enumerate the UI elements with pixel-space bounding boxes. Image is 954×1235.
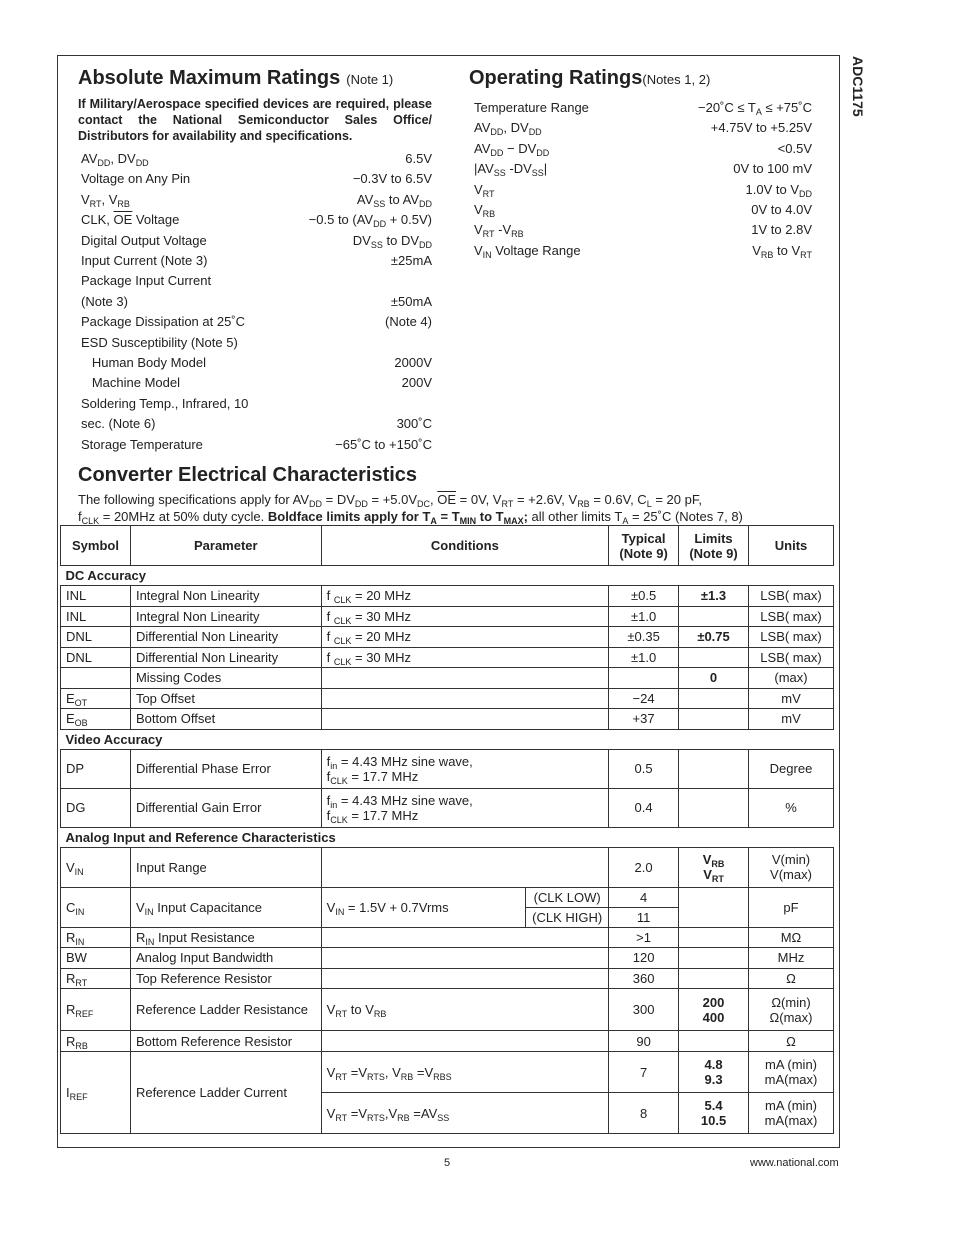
table-cell [321, 1031, 608, 1052]
table-cell: mA (min) mA(max) [749, 1093, 834, 1134]
table-row [61, 927, 834, 948]
table-row [61, 827, 834, 847]
table-row [61, 887, 834, 907]
table-cell [679, 647, 749, 668]
table-cell: −24 [609, 688, 679, 709]
table-cell: >1 [609, 927, 679, 948]
table-cell [321, 688, 608, 709]
table-cell: 8 [609, 1093, 679, 1134]
table-cell: LSB( max) [749, 606, 834, 627]
amr-row [81, 355, 432, 370]
opr-row [474, 182, 812, 197]
table-cell: DC Accuracy [61, 566, 834, 586]
table-cell: ±0.35 [609, 627, 679, 648]
table-cell: INL [61, 606, 131, 627]
table-row [61, 749, 834, 788]
table-cell: Input Range [130, 847, 321, 887]
side-part-number: ADC1175 [850, 56, 866, 117]
table-cell: 0.5 [609, 749, 679, 788]
opr-row [474, 161, 812, 179]
table-cell: ±0.5 [609, 586, 679, 607]
table-cell: 300 [609, 989, 679, 1031]
amr-value: ±25mA [390, 253, 432, 268]
table-cell: mV [749, 688, 834, 709]
amr-value: −0.3V to 6.5V [352, 171, 432, 187]
table-cell: f $_{CLK}$ = 30 MHz [321, 647, 608, 668]
table-cell [321, 709, 608, 730]
opr-row [474, 120, 812, 138]
table-cell: Degree [749, 749, 834, 788]
table-cell: 90 [609, 1031, 679, 1052]
amr-row [81, 233, 432, 248]
table-cell: Differential Non Linearity [130, 647, 321, 668]
table-cell: Analog Input Bandwidth [130, 948, 321, 969]
table-cell [321, 668, 608, 689]
table-cell: (max) [749, 668, 834, 689]
table-cell [679, 688, 749, 709]
opr-label: $V_{RT}$ [474, 181, 495, 199]
cec-intro: The following specifications apply for $AV_{DD} = DV_{DD} = +5.0V_{DC}$, $\overline{OE} = 0V$, $V_{RT} = +2.6V$, $V_{RB} = 0.6V$, $C_L = 20$ pF, $f_{CLK} = 20MHz$ at 50% duty cycle. Boldface limits apply for $T_A = T_{MIN}$ to $T_{MAX}$; all other limits $T_A$ = 25˚C (Notes 7, 8) [78, 492, 743, 526]
header-typical: Typical (Note 9) [609, 526, 679, 566]
table-cell: Differential Non Linearity [130, 627, 321, 648]
table-cell: 360 [609, 968, 679, 989]
opr-row [474, 202, 812, 217]
table-cell: Top Offset [130, 688, 321, 709]
table-cell: $V_{RB}$ $V_{RT}$ [679, 847, 749, 887]
amr-label: sec. (Note 6) [81, 416, 156, 432]
table-cell: $V_{RT} =V_{RTS},V_{RB} =AV_{SS}$ [321, 1093, 608, 1134]
table-cell: 11 [609, 907, 679, 927]
table-cell: Bottom Reference Resistor [130, 1031, 321, 1052]
opr-value: $V_{RB}$ to $V_{RT}$ [752, 242, 812, 260]
table-cell: (CLK HIGH) [526, 907, 609, 927]
table-cell: DG [61, 788, 131, 827]
header-limits: Limits (Note 9) [679, 526, 749, 566]
table-cell: MHz [749, 948, 834, 969]
amr-value: 200V [401, 375, 432, 391]
table-cell [321, 968, 608, 989]
header-conditions: Conditions [321, 526, 608, 566]
table-cell: $I_{REF}$ [61, 1052, 131, 1134]
table-cell [679, 948, 749, 969]
opr-label: $|AV_{SS}$ $-DV_{SS}|$ [474, 161, 548, 179]
amr-value: $DV_{SS}$ to $DV_{DD}$ [352, 232, 432, 250]
table-cell: Ω(min) Ω(max) [749, 989, 834, 1031]
opr-label: $V_{RT}$ $-V_{RB}$ [474, 222, 524, 240]
table-cell: 7 [609, 1052, 679, 1093]
header-symbol: Symbol [61, 526, 131, 566]
absolute-maximum-ratings [78, 67, 432, 452]
amr-value: (Note 4) [385, 314, 432, 330]
table-row [61, 668, 834, 689]
opr-value: −20˚C ≤ $T_A$ ≤ +75˚C [698, 100, 812, 117]
opr-value: 0V to 4.0V [751, 202, 812, 217]
amr-label: CLK, $\overline{OE}$ Voltage [81, 212, 180, 228]
table-cell: $R_{RT}$ [61, 968, 131, 989]
amr-title: Absolute Maximum Ratings (Note 1) [78, 67, 394, 89]
opr-row [474, 222, 812, 240]
table-row [61, 688, 834, 709]
table-cell [321, 927, 608, 948]
table-cell: pF [749, 887, 834, 927]
table-cell: f $_{CLK}$ = 20 MHz [321, 586, 608, 607]
table-cell: $C_{IN}$ [61, 887, 131, 927]
table-cell: ±1.0 [609, 606, 679, 627]
page-number: 5 [444, 1157, 451, 1169]
table-cell: 5.4 10.5 [679, 1093, 749, 1134]
opr-row [474, 243, 812, 258]
amr-value: 300˚C [396, 416, 432, 432]
opr-value: +4.75V to +5.25V [710, 120, 812, 136]
table-cell: ±0.75 [679, 627, 749, 648]
table-cell [321, 948, 608, 969]
amr-label: $V_{RT}$, $V_{RB}$ [81, 191, 130, 209]
table-cell: $R_{IN}$ Input Resistance [130, 927, 321, 948]
opr-row [474, 100, 812, 115]
table-cell: DP [61, 749, 131, 788]
table-cell [609, 668, 679, 689]
table-cell: ±1.0 [609, 647, 679, 668]
table-cell: Reference Ladder Current [130, 1052, 321, 1134]
opr-label: $AV_{DD} - DV_{DD}$ [474, 140, 550, 158]
table-cell: Ω [749, 1031, 834, 1052]
table-cell: $V_{RT} =V_{RTS}$, $V_{RB} =V_{RBS}$ [321, 1052, 608, 1093]
opr-label: $V_{RB}$ [474, 202, 496, 219]
table-cell: $R_{IN}$ [61, 927, 131, 948]
opr-value: <0.5V [777, 140, 812, 156]
table-cell [679, 709, 749, 730]
opr-value: 1V to 2.8V [751, 222, 812, 238]
amr-row [81, 396, 432, 411]
table-row [61, 1031, 834, 1052]
amr-row [81, 437, 432, 452]
characteristics-table [60, 525, 834, 1134]
converter-electrical-characteristics [78, 464, 838, 525]
table-cell: ±1.3 [679, 586, 749, 607]
table-cell: Ω [749, 968, 834, 989]
table-cell: V(min) V(max) [749, 847, 834, 887]
amr-row [81, 294, 432, 309]
header-units: Units [749, 526, 834, 566]
amr-value: ±50mA [390, 293, 432, 309]
cec-title: Converter Electrical Characteristics [78, 464, 418, 486]
amr-value: −0.5 to $(AV_{DD} + 0.5V)$ [308, 212, 432, 230]
amr-row [81, 253, 432, 268]
amr-label: Human Body Model [81, 355, 207, 370]
table-header [61, 526, 834, 566]
amr-label: Soldering Temp., Infrared, 10 [81, 395, 249, 411]
table-cell: $V_{IN} = 1.5V$ + 0.7Vrms [321, 887, 526, 927]
table-cell: 0 [679, 668, 749, 689]
amr-row [81, 416, 432, 431]
amr-row [81, 314, 432, 329]
table-cell: Bottom Offset [130, 709, 321, 730]
table-cell: 0.4 [609, 788, 679, 827]
table-row [61, 709, 834, 730]
opr-value: 1.0V to $V_{DD}$ [745, 181, 812, 199]
table-row [61, 566, 834, 586]
table-cell: Differential Gain Error [130, 788, 321, 827]
table-cell: f $_{CLK}$ = 30 MHz [321, 606, 608, 627]
table-cell: $V_{IN}$ [61, 847, 131, 887]
amr-value: $AV_{SS}$ to $AV_{DD}$ [356, 191, 432, 209]
table-row [61, 847, 834, 887]
amr-label: Machine Model [81, 375, 180, 391]
amr-label: Input Current (Note 3) [81, 253, 208, 268]
table-row [61, 647, 834, 668]
table-cell: BW [61, 948, 131, 969]
table-cell: $f_{in} = 4.43$ MHz sine wave, $f_{CLK} = 17.7$ MHz [321, 788, 608, 827]
table-cell: 4 [609, 887, 679, 907]
table-cell [679, 788, 749, 827]
table-cell [679, 968, 749, 989]
table-row [61, 788, 834, 827]
amr-label: Storage Temperature [81, 436, 203, 452]
amr-label: Digital Output Voltage [81, 232, 207, 248]
table-cell: Missing Codes [130, 668, 321, 689]
table-cell [679, 887, 749, 927]
table-cell: MΩ [749, 927, 834, 948]
amr-label: (Note 3) [81, 293, 128, 309]
amr-label: Package Input Current [81, 273, 212, 289]
table-cell: f $_{CLK}$ = 20 MHz [321, 627, 608, 648]
table-cell: INL [61, 586, 131, 607]
amr-warning: If Military/Aerospace specified devices are required, please contact the National Semiconductor Sales Office/ Distributors for availability and specifications. [78, 97, 432, 143]
table-cell [679, 749, 749, 788]
amr-row [81, 375, 432, 390]
table-cell: Integral Non Linearity [130, 606, 321, 627]
amr-value: 6.5V [405, 151, 432, 166]
table-cell: Video Accuracy [61, 729, 834, 749]
table-cell: $R_{RB}$ [61, 1031, 131, 1052]
amr-label: Voltage on Any Pin [81, 171, 191, 187]
table-cell: $E_{OT}$ [61, 688, 131, 709]
table-row [61, 1052, 834, 1093]
table-cell [679, 927, 749, 948]
amr-value: 2000V [394, 355, 432, 370]
table-cell: Integral Non Linearity [130, 586, 321, 607]
amr-label: Package Dissipation at 25˚C [81, 314, 246, 330]
table-cell [679, 1031, 749, 1052]
table-row [61, 968, 834, 989]
table-cell: DNL [61, 647, 131, 668]
table-cell: mA (min) mA(max) [749, 1052, 834, 1093]
table-row [61, 606, 834, 627]
table-cell: 120 [609, 948, 679, 969]
table-cell [321, 847, 608, 887]
table-cell: (CLK LOW) [526, 887, 609, 907]
table-cell: $E_{OB}$ [61, 709, 131, 730]
header-parameter: Parameter [130, 526, 321, 566]
table-cell: +37 [609, 709, 679, 730]
amr-row [81, 212, 432, 230]
opr-label: $V_{IN}$ Voltage Range [474, 242, 581, 260]
table-cell: LSB( max) [749, 627, 834, 648]
table-cell: 4.8 9.3 [679, 1052, 749, 1093]
amr-label: ESD Susceptibility (Note 5) [81, 334, 238, 350]
opr-label: Temperature Range [474, 100, 589, 115]
table-row [61, 989, 834, 1031]
amr-row [81, 335, 432, 350]
amr-row [81, 151, 432, 166]
table-cell [679, 606, 749, 627]
table-cell: 200 400 [679, 989, 749, 1031]
table-cell: $f_{in} = 4.43$ MHz sine wave, $f_{CLK} = 17.7$ MHz [321, 749, 608, 788]
table-cell: LSB( max) [749, 647, 834, 668]
opr-value: 0V to 100 mV [733, 161, 812, 177]
opr-label: $AV_{DD}$, $DV_{DD}$ [474, 120, 542, 138]
opr-title: Operating Ratings(Notes 1, 2) [469, 67, 711, 89]
table-cell: $R_{REF}$ [61, 989, 131, 1031]
amr-row [81, 171, 432, 186]
table-row [61, 948, 834, 969]
table-cell: LSB( max) [749, 586, 834, 607]
table-cell: Top Reference Resistor [130, 968, 321, 989]
table-cell: Analog Input and Reference Characteristics [61, 827, 834, 847]
footer-url: www.national.com [750, 1157, 839, 1169]
table-cell [61, 668, 131, 689]
table-cell: % [749, 788, 834, 827]
operating-ratings [469, 67, 812, 260]
table-cell: 2.0 [609, 847, 679, 887]
table-cell: Differential Phase Error [130, 749, 321, 788]
table-cell: $V_{IN}$ Input Capacitance [130, 887, 321, 927]
table-cell: Reference Ladder Resistance [130, 989, 321, 1031]
amr-label: $AV_{DD}$, $DV_{DD}$ [81, 151, 149, 168]
table-row [61, 627, 834, 648]
amr-value: −65˚C to +150˚C [335, 436, 432, 452]
table-cell: mV [749, 709, 834, 730]
table-row [61, 586, 834, 607]
table-row [61, 729, 834, 749]
amr-row [81, 192, 432, 207]
table-cell: $V_{RT}$ to $V_{RB}$ [321, 989, 608, 1031]
opr-row [474, 141, 812, 156]
table-cell: DNL [61, 627, 131, 648]
amr-row [81, 273, 432, 288]
